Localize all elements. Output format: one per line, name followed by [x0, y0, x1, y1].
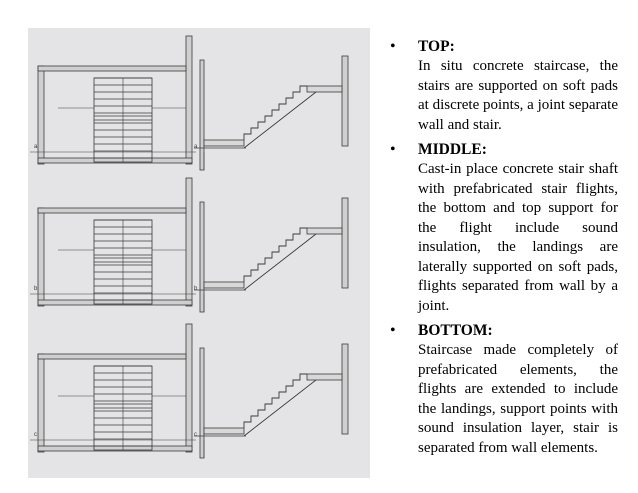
- section-wall-middle: [342, 198, 348, 288]
- section-wall-bottom: [200, 348, 204, 458]
- plan-wall-bottom: [186, 324, 192, 452]
- section-slab-top: [204, 140, 244, 146]
- bullet: •: [390, 322, 396, 339]
- plan-label-middle: b: [34, 286, 38, 292]
- section-steps-middle: [244, 228, 307, 282]
- plan-wall-top: [38, 66, 186, 71]
- staircase-drawings-svg: [28, 28, 370, 478]
- staircase-drawings: [28, 28, 370, 478]
- section-wall-middle: [200, 202, 204, 312]
- plan-wall-middle: [38, 208, 186, 213]
- plan-label-bottom: c: [194, 432, 197, 438]
- plan-label-bottom: c: [34, 432, 37, 438]
- plan-wall-top: [38, 66, 44, 164]
- section-slab-middle: [307, 228, 342, 234]
- plan-label-top: a: [194, 144, 198, 150]
- bullet: •: [390, 38, 396, 55]
- section-flight-underside-bottom: [244, 380, 316, 436]
- section-slab-bottom: [204, 428, 244, 434]
- section-flight-underside-middle: [244, 234, 316, 290]
- note-top: [384, 36, 618, 135]
- note-bottom-body: Staircase made completely of prefabricated elements, the flights are extended to include the landings, support points with sound insulation layer, stair is separated from wall elements.: [418, 342, 618, 456]
- note-top-body: In situ concrete staircase, the stairs are supported on soft pads at discrete points, a joint separate wall and stair.: [418, 58, 618, 133]
- section-wall-bottom: [342, 344, 348, 434]
- bullet: •: [390, 141, 396, 158]
- plan-wall-top: [186, 36, 192, 164]
- section-slab-top: [307, 86, 342, 92]
- section-steps-bottom: [244, 374, 307, 428]
- plan-label-middle: b: [194, 286, 198, 292]
- plan-wall-middle: [38, 208, 44, 306]
- note-middle-heading: MIDDLE:: [418, 141, 487, 158]
- section-flight-underside-top: [244, 92, 316, 148]
- section-steps-top: [244, 86, 307, 140]
- note-bottom: [384, 320, 618, 458]
- note-middle-body: Cast-in place concrete stair shaft with prefabricated stair flights, the bottom and top support for the flight include sound insulation, the landings are laterally supported on soft pads, flights separated from wall by a joint.: [418, 161, 618, 314]
- note-top-heading: TOP:: [418, 38, 455, 55]
- section-slab-middle: [204, 282, 244, 288]
- section-wall-top: [342, 56, 348, 146]
- notes-list: [384, 36, 618, 462]
- note-bottom-heading: BOTTOM:: [418, 322, 493, 339]
- section-slab-bottom: [307, 374, 342, 380]
- plan-label-top: a: [34, 144, 38, 150]
- section-wall-top: [200, 60, 204, 170]
- plan-wall-bottom: [38, 354, 44, 452]
- plan-wall-bottom: [38, 354, 186, 359]
- plan-wall-middle: [186, 178, 192, 306]
- note-middle: [384, 139, 618, 316]
